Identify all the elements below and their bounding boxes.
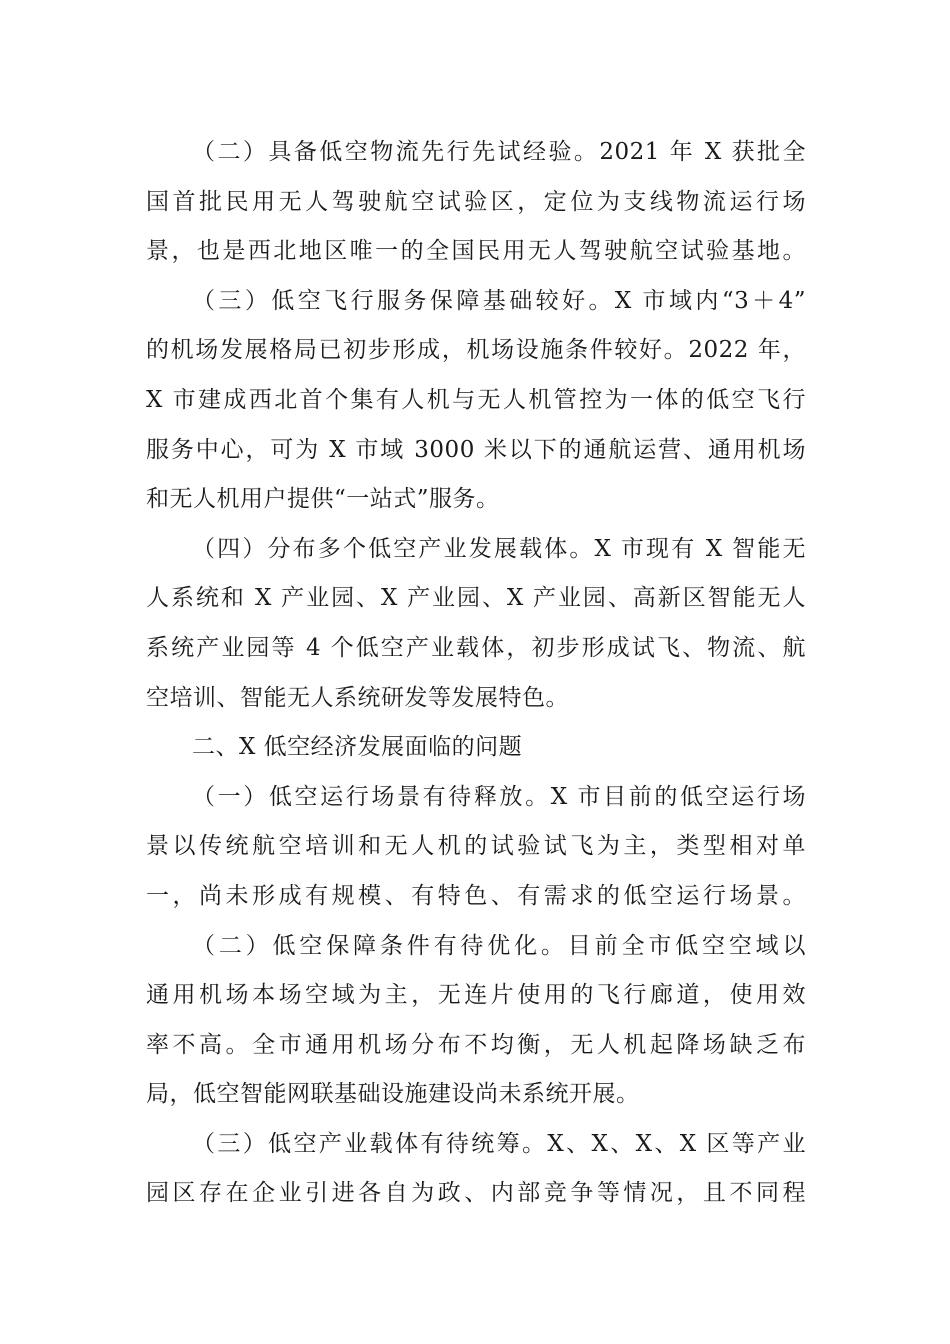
text-line: 服务中心，可为 X 市域 3000 米以下的通航运营、通用机场 <box>146 436 806 463</box>
section-heading: 二、X 低空经济发展面临的问题 <box>192 734 523 761</box>
text-line: X 市建成西北首个集有人机与无人机管控为一体的低空飞行 <box>146 386 806 413</box>
text-line: （二）低空保障条件有待优化。目前全市低空空域以 <box>192 932 806 959</box>
paragraph-scenarios <box>146 773 806 922</box>
text-line: 国首批民用无人驾驶航空试验区，定位为支线物流运行场 <box>146 188 806 215</box>
paragraph-flight-service <box>146 277 806 525</box>
text-line: （四）分布多个低空产业发展载体。X 市现有 X 智能无 <box>192 535 806 562</box>
text-line: 局，低空智能网联基础设施建设尚未系统开展。 <box>146 1081 640 1108</box>
text-line: （三）低空产业载体有待统筹。X、X、X、X 区等产业 <box>192 1130 806 1157</box>
text-line: 一，尚未形成有规模、有特色、有需求的低空运行场景。 <box>146 882 806 909</box>
text-line: 景，也是西北地区唯一的全国民用无人驾驶航空试验基地。 <box>146 238 806 265</box>
text-line: 系统产业园等 4 个低空产业载体，初步形成试飞、物流、航 <box>146 634 806 661</box>
paragraph-carrier-coordination <box>146 1120 806 1219</box>
text-line: （三）低空飞行服务保障基础较好。X 市域内“3＋4” <box>192 287 806 314</box>
paragraph-logistics-experience <box>146 128 806 277</box>
text-line: （二）具备低空物流先行先试经验。2021 年 X 获批全 <box>192 139 806 165</box>
section-heading-problems <box>146 723 806 773</box>
text-line: 人系统和 X 产业园、X 产业园、X 产业园、高新区智能无人 <box>146 585 806 612</box>
paragraph-support-conditions <box>146 922 806 1120</box>
text-line: 空培训、智能无人系统研发等发展特色。 <box>146 684 569 711</box>
document-body <box>146 128 806 1219</box>
paragraph-industry-carriers <box>146 525 806 723</box>
text-line: 通用机场本场空域为主，无连片使用的飞行廊道，使用效 <box>146 982 806 1009</box>
text-line: 景以传统航空培训和无人机的试验试飞为主，类型相对单 <box>146 833 806 860</box>
text-line: 的机场发展格局已初步形成，机场设施条件较好。2022 年， <box>146 337 806 364</box>
text-line: 和无人机用户提供“一站式”服务。 <box>146 486 500 513</box>
text-line: （一）低空运行场景有待释放。X 市目前的低空运行场 <box>192 783 806 810</box>
text-line: 率不高。全市通用机场分布不均衡，无人机起降场缺乏布 <box>146 1031 806 1058</box>
text-line: 园区存在企业引进各自为政、内部竞争等情况，且不同程 <box>146 1180 806 1207</box>
